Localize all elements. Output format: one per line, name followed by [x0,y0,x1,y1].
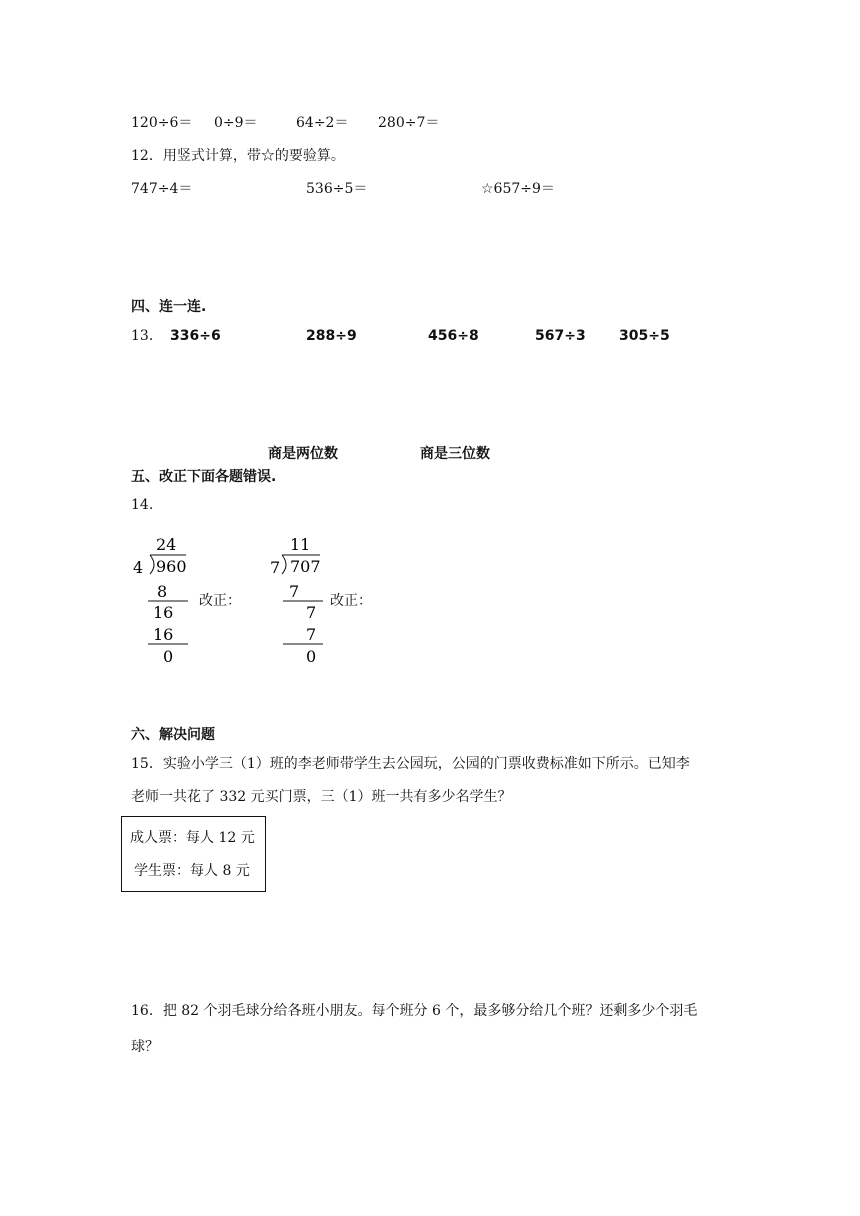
q11-item-3: 64÷2＝ [296,115,349,131]
correction-label-1: 改正： [199,593,241,609]
section6-heading: 六、解决问题 [131,727,215,743]
q15-line-2: 老师一共花了 332 元买门票，三（1）班一共有多少名学生？ [131,789,512,805]
q12-item-3: ☆657÷9＝ [481,181,555,197]
div2-step-4: 0 [306,647,317,666]
q16-line-1: 16．把 82 个羽毛球分给各班小朋友。每个班分 6 个，最多够分给几个班？还剩多少个羽毛 [131,1003,698,1019]
section5-heading: 五、改正下面各题错误. [131,469,277,485]
div2-divisor: 7 [270,558,281,577]
q12-title: 12．用竖式计算，带☆的要验算。 [131,148,345,164]
q13-item-1: 336÷6 [170,328,221,344]
div2-step-1: 7 [289,582,300,601]
q13-item-2: 288÷9 [306,328,357,344]
div1-step-1: 8 [157,582,168,601]
q12-item-1: 747÷4＝ [131,181,193,197]
q13-item-3: 456÷8 [428,328,479,344]
q13-number: 13． [131,328,163,344]
correction-label-2: 改正： [330,593,372,609]
div2-step-3: 7 [306,625,317,644]
div2-dividend: 707 [290,557,321,576]
div1-divisor: 4 [133,558,144,577]
div1-step-4: 0 [163,647,174,666]
q11-item-2: 0÷9＝ [214,115,258,131]
category-two-digit: 商是两位数 [268,446,338,462]
div1-quotient: 24 [156,535,177,554]
div1-dividend: 960 [156,557,187,576]
div1-step-2: 16 [153,603,174,622]
q13-item-4: 567÷3 [535,328,586,344]
q15-line-1: 15．实验小学三（1）班的李老师带学生去公园玩，公园的门票收费标准如下所示。已知李 [131,756,690,772]
adult-ticket-price: 成人票：每人 12 元 [130,830,255,846]
q12-item-2: 536÷5＝ [306,181,368,197]
div1-step-3: 16 [153,625,174,644]
q11-item-1: 120÷6＝ [131,115,193,131]
q13-item-5: 305÷5 [619,328,670,344]
div2-quotient: 11 [290,535,311,554]
ticket-price-box [121,816,266,892]
q14-number: 14. [131,497,154,513]
q16-line-2: 球？ [131,1039,159,1055]
div2-step-2: 7 [306,603,317,622]
section4-heading: 四、连一连. [131,299,207,315]
q11-item-4: 280÷7＝ [378,115,440,131]
student-ticket-price: 学生票：每人 8 元 [134,863,250,879]
category-three-digit: 商是三位数 [420,446,490,462]
